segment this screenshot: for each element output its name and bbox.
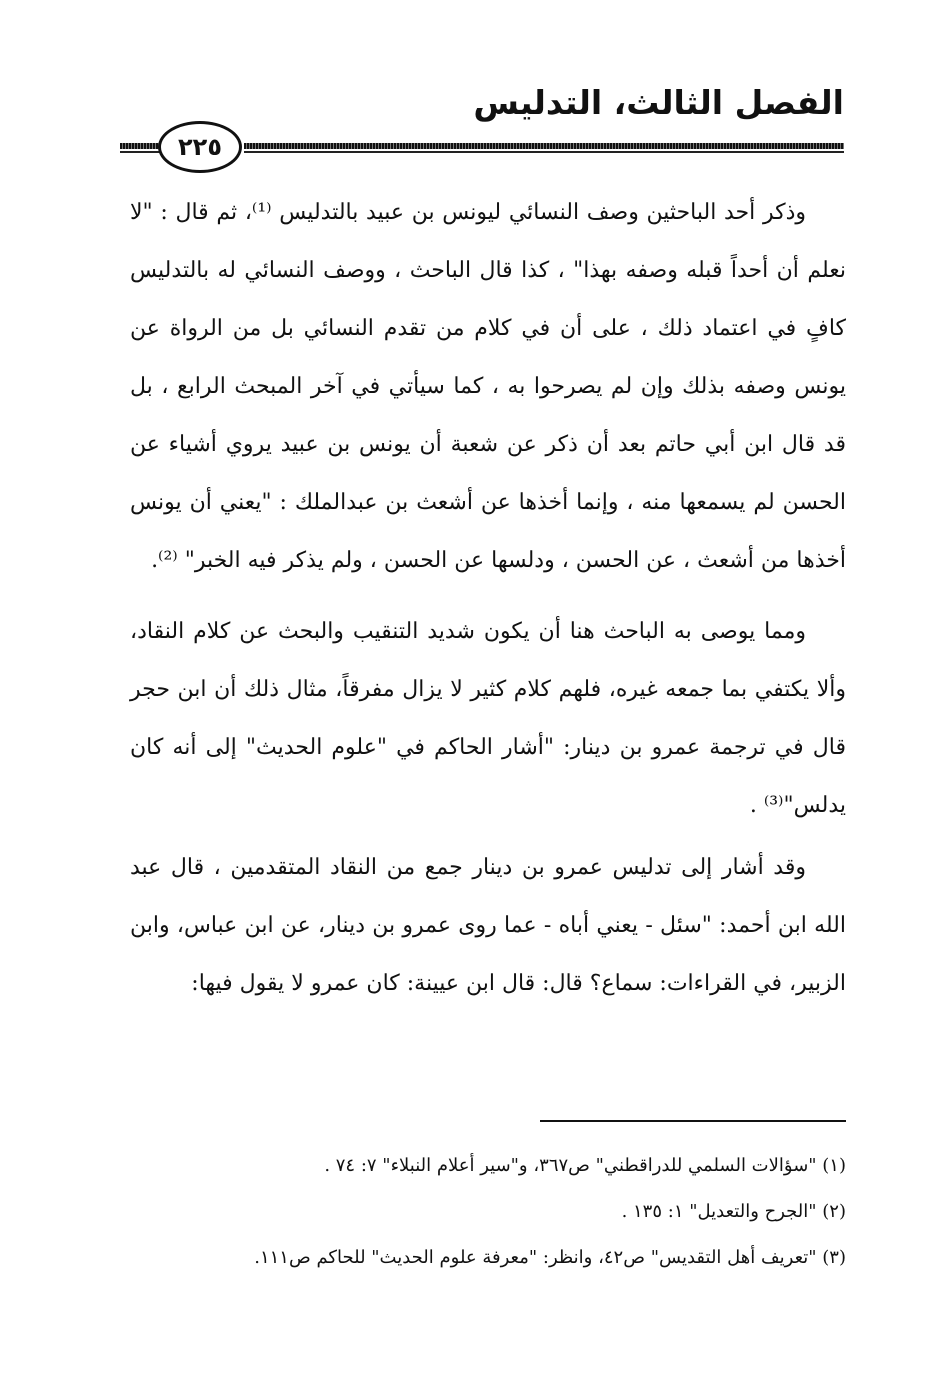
page-number: ٢٢٥ (158, 121, 242, 173)
header-rule-left (120, 143, 160, 149)
footnote-2: (٢) "الجرح والتعديل" ١: ١٣٥ . (621, 1201, 846, 1222)
paragraph-text: وذكر أحد الباحثين وصف النسائي ليونس بن عبيد بالتدليس ⁽¹⁾، ثم قال : "لا نعلم أن أحداً قبله وصفه بهذا" ، كذا قال الباحث ، ووصف النسائي له بالتدليس كافٍ في اعتماد ذلك ، على أن في كلام من تقدم النسائي بل من الرواة عن يونس وصفه بذلك وإن لم يصرحوا به ، كما سيأتي في آخر المبحث الرابع ، بل قد قال ابن أبي حاتم بعد أن ذكر عن شعبة أن يونس بن عبيد يروي أشياء عن الحسن لم يسمعها منه ، وإنما أخذها عن أشعث بن عبدالملك : "يعني أن يونس أخذها من أشعث ، عن الحسن ، ودلسها عن الحسن ، ولم يذكر فيه الخبر" ⁽²⁾. (130, 200, 846, 573)
paragraph-text: ومما يوصى به الباحث هنا أن يكون شديد التنقيب والبحث عن كلام النقاد، وألا يكتفي بما جمعه غيره، فلهم كلام كثير لا يزال مفرقاً، مثال ذلك أن ابن حجر قال في ترجمة عمرو بن دينار: "أشار الحاكم في "علوم الحديث" إلى أنه كان يدلس"⁽³⁾ . (130, 619, 846, 818)
footnote-separator (540, 1120, 846, 1122)
chapter-title: الفصل الثالث، التدليس (473, 83, 844, 122)
header-rule-right-thin (244, 151, 844, 153)
paragraph-3 (130, 839, 846, 1013)
footnotes (130, 1143, 846, 1281)
header-rule-right (244, 143, 844, 149)
footnote-1: (١) "سؤالات السلمي للدراقطني" ص٣٦٧، و"سير أعلام النبلاء" ٧: ٧٤ . (324, 1155, 846, 1176)
paragraph-text: وقد أشار إلى تدليس عمرو بن دينار جمع من النقاد المتقدمين ، قال عبد الله ابن أحمد: "سئل - يعني أباه - عما روى عمرو بن دينار، عن ابن عباس، وابن الزبير، في القراءات: سماع؟ قال: قال ابن عيينة: كان عمرو لا يقول فيها: (130, 855, 846, 996)
header-rule-left-thin (120, 151, 160, 153)
paragraph-1 (130, 184, 846, 590)
footnote-3: (٣) "تعريف أهل التقديس" ص٤٢، وانظر: "معرفة علوم الحديث" للحاكم ص١١١. (254, 1247, 846, 1268)
paragraph-2 (130, 603, 846, 835)
